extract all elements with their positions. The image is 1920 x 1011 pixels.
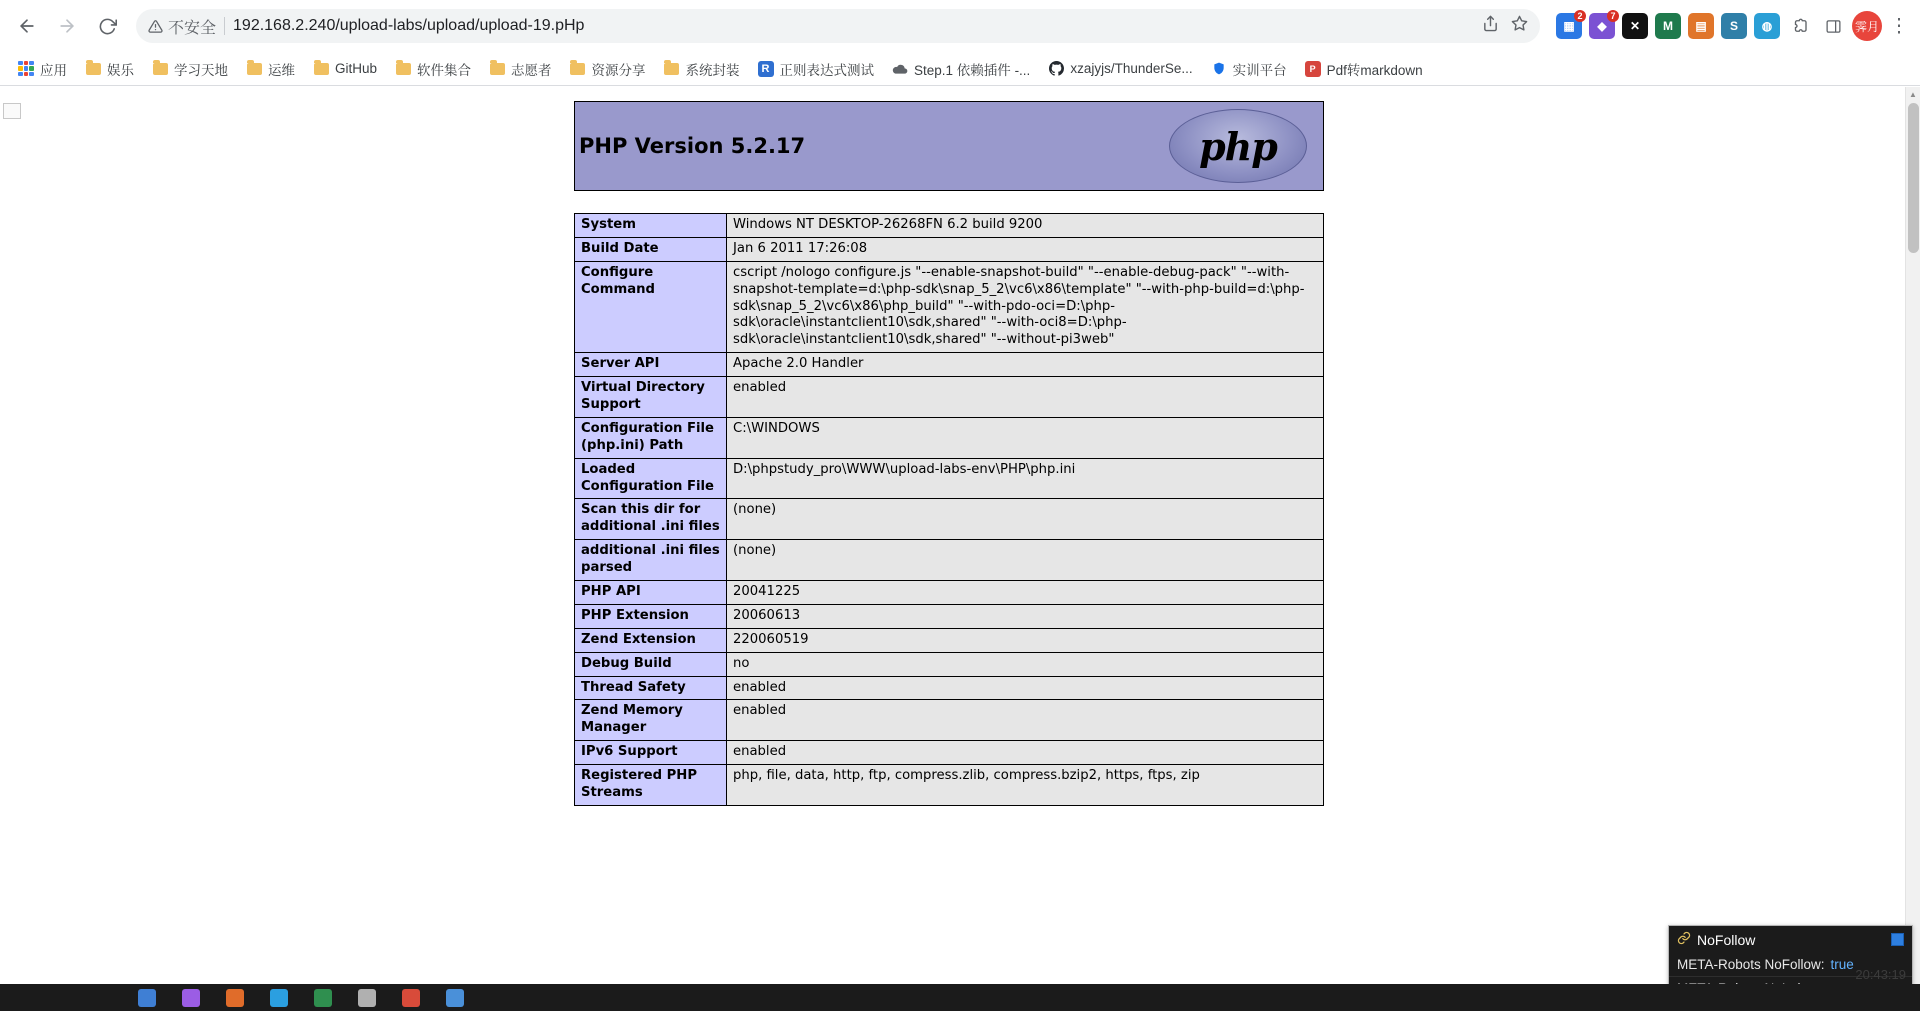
bookmark-folder-8[interactable]: [656, 55, 748, 83]
bookmark-label: 资源分享: [591, 62, 646, 78]
puzzle-icon[interactable]: [1787, 13, 1813, 39]
bookmark-folder-6[interactable]: [481, 55, 560, 83]
apps-grid-icon: [18, 61, 34, 77]
row-value: enabled: [727, 377, 1324, 418]
table-row: [575, 628, 1324, 652]
extension-glyph: ◍: [1761, 19, 1773, 33]
os-taskbar: [0, 967, 1920, 1011]
nofollow-label: META-Robots NoFollow:: [1677, 957, 1825, 972]
extension-glyph: S: [1729, 19, 1738, 33]
row-key: IPv6 Support: [575, 741, 727, 765]
table-row: [575, 237, 1324, 261]
extension-glyph: ▤: [1695, 19, 1707, 33]
nofollow-title-bar: [1669, 926, 1912, 953]
bookmark-label: 娱乐: [107, 62, 134, 78]
row-key: Debug Build: [575, 652, 727, 676]
reload-button[interactable]: [90, 9, 124, 43]
extensions-strip: [1552, 13, 1846, 39]
regex-icon: R: [758, 61, 774, 77]
bookmark-label: Pdf转markdown: [1326, 62, 1423, 78]
folder-icon: [246, 61, 262, 77]
folder-icon: [313, 61, 329, 77]
omnibox-divider: [224, 17, 225, 35]
php-logo-text: php: [1199, 123, 1277, 169]
table-row: [575, 458, 1324, 499]
table-row: [575, 540, 1324, 581]
bookmarks-bar: [0, 52, 1920, 86]
extension-glyph: M: [1663, 19, 1673, 33]
row-key: Registered PHP Streams: [575, 765, 727, 806]
row-value: 20041225: [727, 581, 1324, 605]
bookmark-folder-3[interactable]: [238, 55, 303, 83]
back-button[interactable]: [10, 9, 44, 43]
shield-icon: [1211, 61, 1227, 77]
bookmark-label: 实训平台: [1232, 62, 1287, 78]
row-key: additional .ini files parsed: [575, 540, 727, 581]
table-row: [575, 604, 1324, 628]
profile-avatar[interactable]: [1852, 11, 1882, 41]
security-indicator[interactable]: [148, 15, 216, 38]
taskbar-item-5[interactable]: [314, 989, 332, 1007]
taskbar-item-4[interactable]: [270, 989, 288, 1007]
row-value: Apache 2.0 Handler: [727, 353, 1324, 377]
bookmark-github[interactable]: [1040, 57, 1200, 81]
bookmark-regex[interactable]: [750, 55, 883, 83]
table-row: [575, 741, 1324, 765]
taskbar-item-7[interactable]: [402, 989, 420, 1007]
extension-purple-icon[interactable]: [1589, 13, 1615, 39]
folder-icon: [570, 61, 586, 77]
extension-glyph: ✕: [1629, 19, 1641, 33]
side-panel-icon[interactable]: [1820, 13, 1846, 39]
row-key: Configuration File (php.ini) Path: [575, 417, 727, 458]
folder-icon: [85, 61, 101, 77]
row-value: (none): [727, 499, 1324, 540]
scrollbar-thumb[interactable]: [1908, 103, 1919, 253]
pdf-icon: P: [1305, 61, 1321, 77]
row-value: D:\phpstudy_pro\WWW\upload-labs-env\PHP\php.ini: [727, 458, 1324, 499]
bookmark-label: xzajyjs/ThunderSe...: [1070, 61, 1193, 76]
table-row: [575, 676, 1324, 700]
folder-icon: [664, 61, 680, 77]
bookmark-folder-2[interactable]: [144, 55, 236, 83]
url-text[interactable]: 192.168.2.240/upload-labs/upload/upload-19.pHp: [233, 17, 585, 34]
row-key: Loaded Configuration File: [575, 458, 727, 499]
extension-circle-icon[interactable]: [1754, 13, 1780, 39]
bookmark-label: Step.1 依赖插件 -...: [914, 62, 1031, 78]
row-key: Zend Extension: [575, 628, 727, 652]
taskbar-clock: 20:43:19: [1855, 967, 1906, 982]
browser-toolbar: [0, 0, 1920, 52]
folder-icon: [152, 61, 168, 77]
row-value: enabled: [727, 741, 1324, 765]
bookmark-label: 学习天地: [174, 62, 228, 78]
taskbar-item-1[interactable]: [138, 989, 156, 1007]
bookmark-label: 软件集合: [417, 62, 472, 78]
extension-badge: 7: [1607, 10, 1619, 22]
table-row: [575, 377, 1324, 418]
menu-glyph: ⋮: [1889, 15, 1909, 37]
row-key: PHP API: [575, 581, 727, 605]
bookmark-folder-4[interactable]: [305, 57, 385, 81]
phpinfo-header: [574, 101, 1324, 191]
bookmark-folder-5[interactable]: [387, 55, 479, 83]
nofollow-value: true: [1830, 957, 1854, 972]
extension-glyph: ▦: [1563, 19, 1575, 33]
scroll-up-arrow[interactable]: ▲: [1909, 90, 1917, 99]
extension-teal-icon[interactable]: [1721, 13, 1747, 39]
taskbar-item-2[interactable]: [182, 989, 200, 1007]
bookmark-label: 运维: [268, 62, 295, 78]
table-row: [575, 581, 1324, 605]
address-bar[interactable]: [136, 9, 1540, 43]
page-scrollbar[interactable]: [1905, 87, 1920, 996]
table-row: [575, 499, 1324, 540]
bookmark-star-icon[interactable]: [1511, 15, 1528, 37]
share-icon[interactable]: [1482, 15, 1499, 37]
broken-image-placeholder: [3, 103, 21, 119]
extension-x-icon[interactable]: [1622, 13, 1648, 39]
row-key: Scan this dir for additional .ini files: [575, 499, 727, 540]
row-value: Windows NT DESKTOP-26268FN 6.2 build 9200: [727, 214, 1324, 238]
row-value: enabled: [727, 700, 1324, 741]
row-key: Build Date: [575, 237, 727, 261]
row-key: Virtual Directory Support: [575, 377, 727, 418]
php-version-title: PHP Version 5.2.17: [579, 134, 806, 158]
forward-button[interactable]: [50, 9, 84, 43]
nofollow-title: NoFollow: [1697, 931, 1756, 948]
table-row: [575, 652, 1324, 676]
row-value: Jan 6 2011 17:26:08: [727, 237, 1324, 261]
row-key: System: [575, 214, 727, 238]
row-value: 20060613: [727, 604, 1324, 628]
taskbar-item-3[interactable]: [226, 989, 244, 1007]
table-row: [575, 353, 1324, 377]
bookmark-folder-1[interactable]: [77, 55, 142, 83]
row-key: Server API: [575, 353, 727, 377]
extension-orange-icon[interactable]: [1688, 13, 1714, 39]
php-logo: [1169, 109, 1307, 183]
bookmark-apps[interactable]: [10, 55, 75, 83]
page-viewport: [0, 87, 1920, 1011]
bookmark-step1[interactable]: [884, 55, 1038, 83]
row-value: C:\WINDOWS: [727, 417, 1324, 458]
profile-label: 霁月: [1854, 19, 1879, 34]
bookmark-label: 应用: [40, 62, 67, 78]
row-value: cscript /nologo configure.js "--enable-snapshot-build" "--enable-debug-pack" "--with-snapshot-template=d:\php-sdk\snap_5_2\vc6\x86\template" "--with-php-build=d:\php-sdk\snap_5_2\vc6\x86\php_build" "--with-pdo-oci=D:\php-sdk\oracle\instantclient10\sdk,shared" "--with-oci8=D:\php-sdk\oracle\instantclient10\sdk,shared" "--without-pi3web": [727, 261, 1324, 352]
taskbar-item-6[interactable]: [358, 989, 376, 1007]
row-value: php, file, data, http, ftp, compress.zlib, compress.bzip2, https, ftps, zip: [727, 765, 1324, 806]
table-row: [575, 261, 1324, 352]
table-row: [575, 765, 1324, 806]
row-value: (none): [727, 540, 1324, 581]
cloud-icon: [892, 61, 908, 77]
table-row: [575, 417, 1324, 458]
bookmark-label: GitHub: [335, 61, 378, 76]
row-value: 220060519: [727, 628, 1324, 652]
bookmark-training[interactable]: [1203, 55, 1295, 83]
row-value: enabled: [727, 676, 1324, 700]
link-icon: [1677, 931, 1691, 948]
row-key: Thread Safety: [575, 676, 727, 700]
phpinfo-content: [574, 101, 1324, 806]
taskbar-item-8[interactable]: [446, 989, 464, 1007]
table-row: [575, 700, 1324, 741]
extension-green-icon[interactable]: [1655, 13, 1681, 39]
bookmark-folder-7[interactable]: [562, 55, 654, 83]
nofollow-toggle-icon[interactable]: [1891, 933, 1904, 946]
bookmark-label: 正则表达式测试: [779, 62, 875, 78]
row-value: no: [727, 652, 1324, 676]
github-icon: [1048, 61, 1064, 77]
row-key: PHP Extension: [575, 604, 727, 628]
row-key: Configure Command: [575, 261, 727, 352]
folder-icon: [489, 61, 505, 77]
extension-blue-icon[interactable]: [1556, 13, 1582, 39]
phpinfo-table: [574, 213, 1324, 806]
warning-icon: [148, 19, 163, 34]
browser-menu-button[interactable]: [1888, 15, 1910, 38]
row-key: Zend Memory Manager: [575, 700, 727, 741]
security-label: 不安全: [168, 19, 217, 37]
extension-glyph: ◆: [1597, 19, 1607, 33]
bookmark-label: 志愿者: [511, 62, 552, 78]
bookmark-pdf[interactable]: [1297, 55, 1431, 83]
bookmark-label: 系统封装: [685, 62, 740, 78]
folder-icon: [395, 61, 411, 77]
table-row: [575, 214, 1324, 238]
extension-badge: 2: [1574, 10, 1586, 22]
